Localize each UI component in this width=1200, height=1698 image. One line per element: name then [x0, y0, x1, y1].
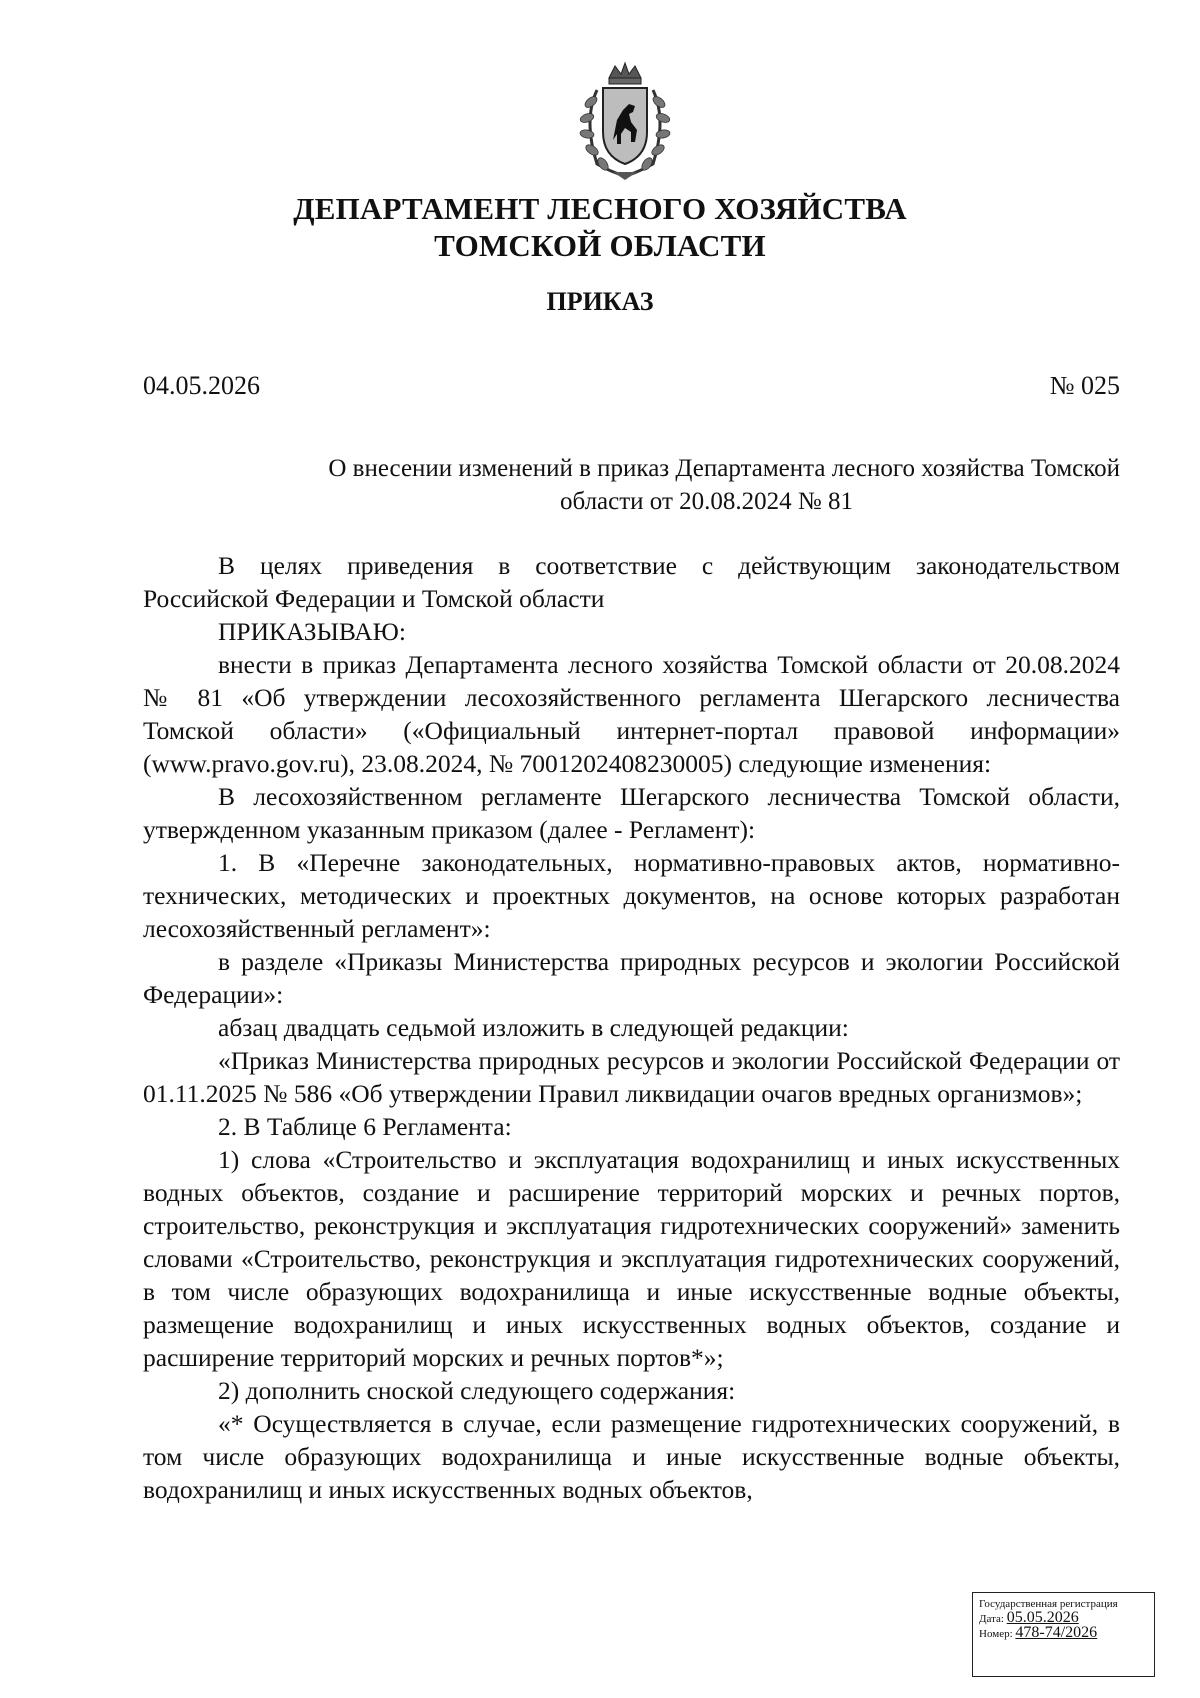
order-number: № 025	[1049, 371, 1120, 400]
stamp-number-label: Номер:	[979, 1628, 1013, 1640]
order-date: 04.05.2026	[143, 371, 260, 400]
coat-of-arms-icon	[565, 60, 685, 185]
body-paragraph: абзац двадцать седьмой изложить в следующей редакции:	[218, 1013, 849, 1042]
body-paragraph: внести в приказ Департамента лесного хозяйства Томской области от 20.08.2024 № 81 «Об утверждении лесохозяйственного регламента Шегарского лесничества Томской области» («Официальный интернет-портал правовой информации» (www.pravo.gov.ru), 23.08.2024, № 7001202408230005) следующие изменения:	[143, 650, 1120, 778]
order-body	[143, 549, 1120, 1506]
subject-line2: области от 20.08.2024 № 81	[559, 488, 854, 515]
body-paragraph: В лесохозяйственном регламенте Шегарского лесничества Томской области, утвержденном указанным приказом (далее - Регламент):	[143, 782, 1120, 844]
body-paragraph: 1) слова «Строительство и эксплуатация водохранилищ и иных искусственных водных объектов, создание и расширение территорий морских и речных портов, строительство, реконструкция и эксплуатация гидротехнических сооружений» заменить словами «Строительство, реконструкция и эксплуатация гидротехнических сооружений, в том числе образующих водохранилища и иные искусственные водные объекты, размещение водохранилищ и иных искусственных водных объектов, создание и расширение территорий морских и речных портов*»;	[143, 1145, 1120, 1372]
stamp-date-label: Дата:	[979, 1613, 1004, 1625]
stamp-number-value: 478-74/2026	[1015, 1624, 1098, 1641]
body-paragraph-decree: ПРИКАЗЫВАЮ:	[218, 617, 406, 646]
body-paragraph: «Приказ Министерства природных ресурсов и экологии Российской Федерации от 01.11.2025 № 586 «Об утверждении Правил ликвидации очагов вредных организмов»;	[143, 1046, 1120, 1108]
body-paragraph: «* Осуществляется в случае, если размещение гидротехнических сооружений, в том числе образующих водохранилища и иные искусственные водные объекты, водохранилищ и иных искусственных водных объектов,	[143, 1409, 1120, 1504]
stamp-title: Государственная регистрация	[979, 1598, 1118, 1610]
subject-line1: О внесении изменений в приказ Департамента лесного хозяйства Томской	[328, 455, 1120, 482]
stamp-number-row	[979, 1626, 1148, 1641]
department-name-line2: ТОМСКОЙ ОБЛАСТИ	[434, 228, 766, 263]
body-paragraph: 2) дополнить сноской следующего содержания:	[218, 1376, 736, 1405]
stamp-date-value: 05.05.2026	[1006, 1609, 1079, 1626]
body-paragraph: 1. В «Перечне законодательных, нормативно-правовых актов, нормативно-технических, методических и проектных документов, на основе которых разработан лесохозяйственный регламент»:	[143, 848, 1120, 943]
body-paragraph: 2. В Таблице 6 Регламента:	[218, 1112, 512, 1141]
document-type: ПРИКАЗ	[546, 287, 654, 316]
body-paragraph: В целях приведения в соответствие с действующим законодательством Российской Федерации и Томской области	[143, 551, 1120, 613]
registration-stamp	[972, 1592, 1155, 1677]
order-subject	[143, 452, 1120, 518]
department-name-line1: ДЕПАРТАМЕНТ ЛЕСНОГО ХОЗЯЙСТВА	[293, 191, 907, 226]
body-paragraph: в разделе «Приказы Министерства природных ресурсов и экологии Российской Федерации»:	[143, 947, 1120, 1009]
